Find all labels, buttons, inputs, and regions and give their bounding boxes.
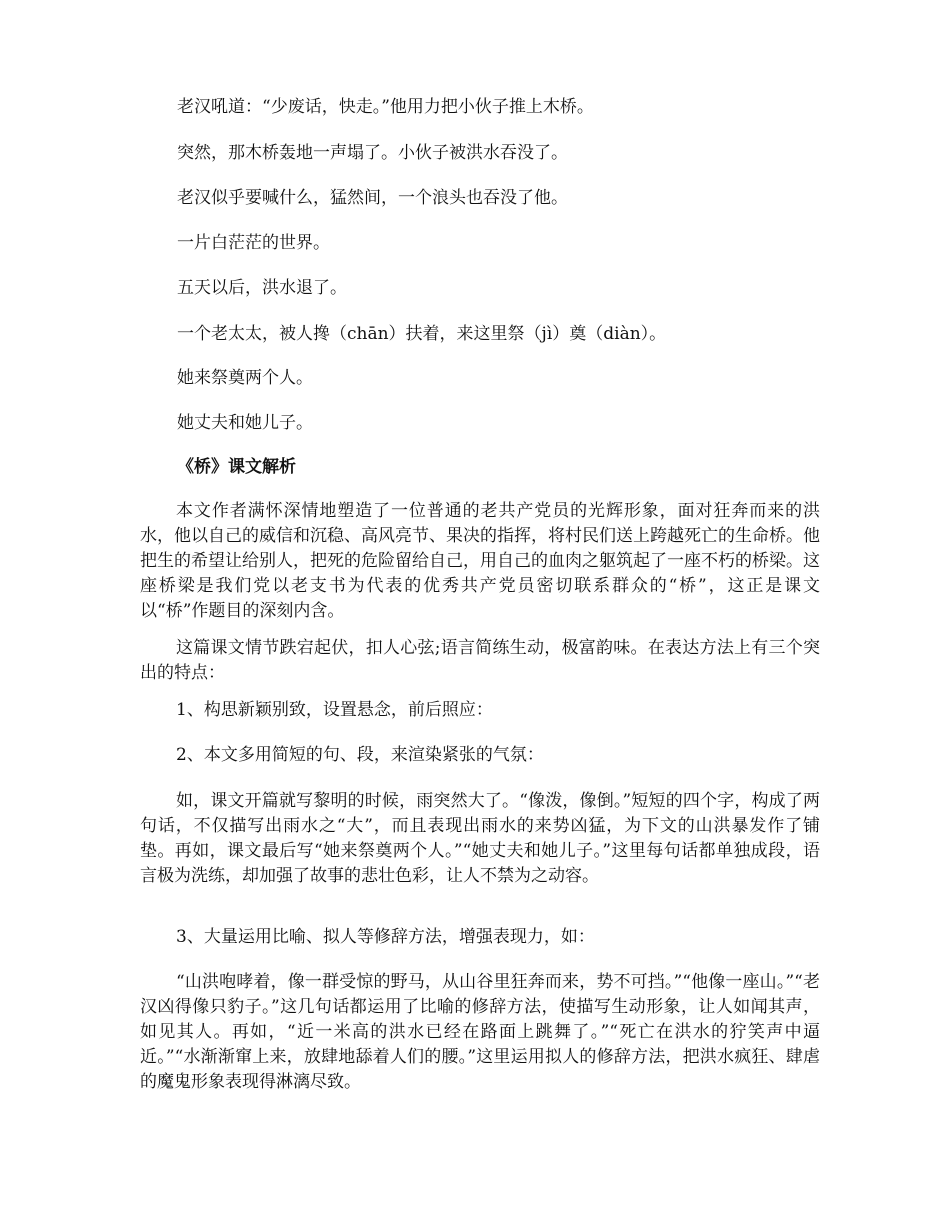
- feature-3-example: “山洪咆哮着，像一群受惊的野马，从山谷里狂奔而来，势不可挡。”“他像一座山。”“老汉凶得像只豹子。”这几句话都运用了比喻的修辞方法，使描写生动形象，让人如闻其声，如见其人。再如，“近一米高的洪水已经在路面上跳舞了。”“死亡在洪水的狞笑声中逼近。”“水渐渐窜上来，放肆地舔着人们的腰。”这里运用拟人的修辞方法，把洪水疯狂、肆虐的魔鬼形象表现得淋漓尽致。: [140, 972, 820, 1092]
- story-line-4: 一片白茫茫的世界。: [177, 233, 330, 253]
- story-line-5: 五天以后，洪水退了。: [177, 278, 347, 298]
- analysis-paragraph-1: 本文作者满怀深情地塑造了一位普通的老共产党员的光辉形象，面对狂奔而来的洪水，他以自己的威信和沉稳、高风亮节、果决的指挥，将村民们送上跨越死亡的生命桥。他把生的希望让给别人，把死的危险留给自己，用自己的血肉之躯筑起了一座不朽的桥梁。这座桥梁是我们党以老支书为代表的优秀共产党员密切联系群众的“桥”，这正是课文以“桥”作题目的深刻内含。: [140, 501, 820, 621]
- story-line-3: 老汉似乎要喊什么，猛然间，一个浪头也吞没了他。: [177, 188, 568, 208]
- feature-item-2: 2、本文多用简短的句、段，来渲染紧张的气氛：: [176, 745, 544, 765]
- feature-item-1: 1、构思新颖别致，设置悬念，前后照应：: [176, 700, 493, 720]
- feature-item-3: 3、大量运用比喻、拟人等修辞方法，增强表现力，如：: [176, 927, 595, 947]
- analysis-paragraph-2: 这篇课文情节跌宕起伏，扣人心弦;语言简练生动，极富韵味。在表达方法上有三个突出的特点：: [140, 638, 820, 683]
- story-line-6: 一个老太太，被人搀（chān）扶着，来这里祭（jì）奠（diàn）。: [177, 324, 667, 344]
- feature-2-example: 如，课文开篇就写黎明的时候，雨突然大了。“像泼，像倒。”短短的四个字，构成了两句话，不仅描写出雨水之“大”，而且表现出雨水的来势凶猛，为下文的山洪暴发作了铺垫。再如，课文最后写“她来祭奠两个人。”“她丈夫和她儿子。”这里每句话都单独成段，语言极为洗练，却加强了故事的悲壮色彩，让人不禁为之动容。: [140, 791, 820, 886]
- story-line-8: 她丈夫和她儿子。: [177, 413, 313, 433]
- story-line-1: 老汉吼道：“少废话，快走。”他用力把小伙子推上木桥。: [177, 97, 594, 117]
- story-line-2: 突然，那木桥轰地一声塌了。小伙子被洪水吞没了。: [177, 143, 568, 163]
- story-line-7: 她来祭奠两个人。: [177, 368, 313, 388]
- analysis-heading: 《桥》课文解析: [177, 457, 296, 477]
